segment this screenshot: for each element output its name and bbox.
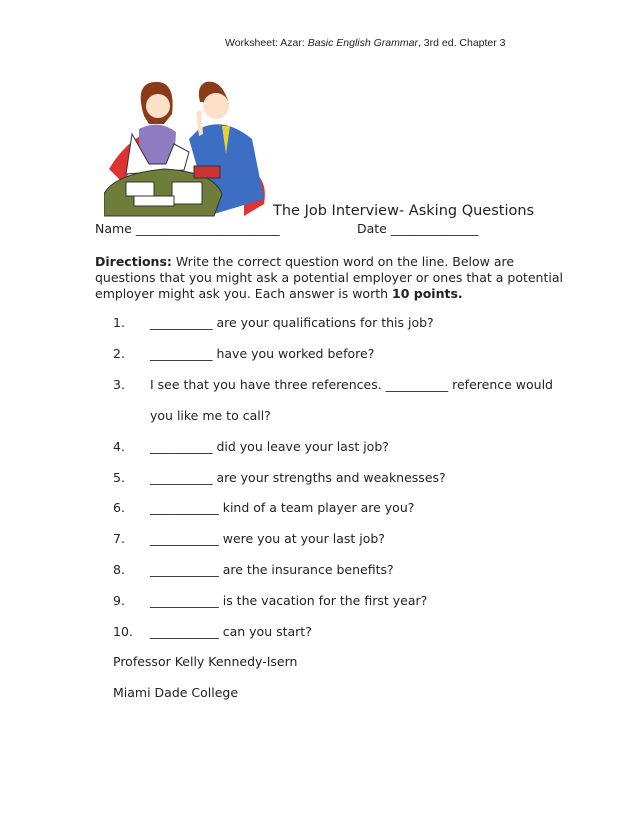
question-number: 3. [113, 377, 125, 392]
question-text[interactable]: __________ are your strengths and weaknesses? [150, 470, 446, 485]
directions-line-3-text: employer might ask you. Each answer is worth [95, 286, 393, 301]
question-text[interactable]: __________ are your qualifications for this job? [150, 315, 434, 330]
question-text[interactable]: ___________ kind of a team player are you? [150, 500, 415, 515]
worksheet-header [225, 37, 506, 49]
question-text[interactable]: ___________ can you start? [150, 624, 312, 639]
points-value: 10 points. [392, 286, 463, 301]
directions-line-1 [95, 254, 514, 269]
directions-label: Directions: [95, 254, 172, 269]
question-text[interactable]: __________ did you leave your last job? [150, 439, 389, 454]
question-number: 2. [113, 346, 125, 361]
worksheet-title: The Job Interview- Asking Questions [273, 203, 535, 219]
directions-text: Write the correct question word on the line. Below are [171, 254, 515, 269]
question-text[interactable]: ___________ are the insurance benefits? [150, 562, 394, 577]
book-title: Basic English Grammar [307, 37, 418, 49]
question-number: 4. [113, 439, 125, 454]
question-number: 9. [113, 593, 125, 608]
question-number: 1. [113, 315, 125, 330]
college-name: Miami Dade College [113, 685, 239, 700]
question-number: 10. [113, 624, 133, 639]
question-continuation: you like me to call? [150, 408, 271, 423]
date-field[interactable]: Date ______________ [357, 221, 479, 236]
question-number: 7. [113, 531, 125, 546]
interview-illustration [104, 74, 274, 217]
author-name: Professor Kelly Kennedy-Isern [113, 654, 298, 669]
directions-line-3 [95, 286, 463, 301]
question-number: 6. [113, 500, 125, 515]
name-field[interactable]: Name _______________________ [95, 221, 280, 236]
header-suffix: , 3rd ed. Chapter 3 [417, 37, 506, 49]
question-text[interactable]: ___________ were you at your last job? [150, 531, 385, 546]
question-text[interactable]: ___________ is the vacation for the first year? [150, 593, 428, 608]
question-number: 5. [113, 470, 125, 485]
question-text[interactable]: I see that you have three references. __________ reference would [150, 377, 553, 392]
question-text[interactable]: __________ have you worked before? [150, 346, 375, 361]
directions-line-2: questions that you might ask a potential employer or ones that a potential [95, 270, 563, 285]
header-prefix: Worksheet: Azar: [225, 37, 308, 49]
question-number: 8. [113, 562, 125, 577]
